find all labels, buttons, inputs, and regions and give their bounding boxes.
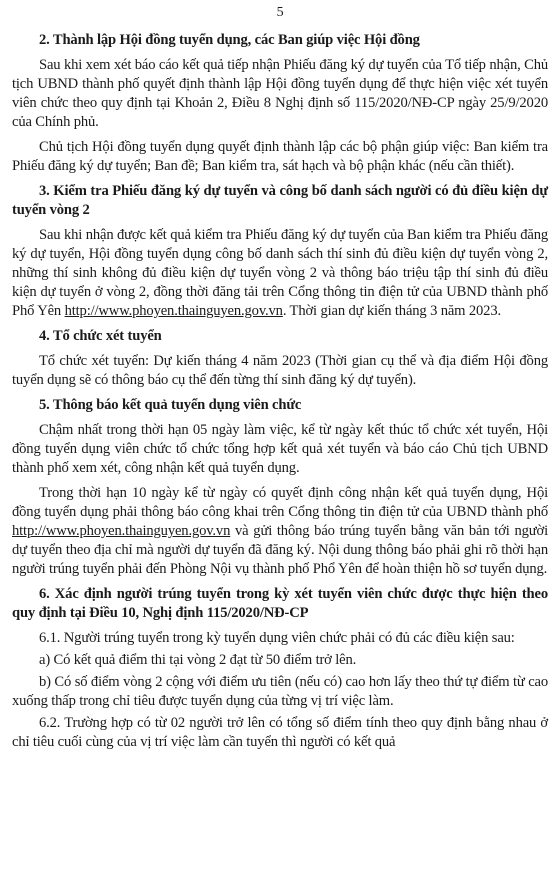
portal-link[interactable]: http://www.phoyen.thainguyen.gov.vn (12, 523, 231, 539)
section-5-heading: 5. Thông báo kết quả tuyển dụng viên chức (39, 397, 302, 413)
section-5-paragraph-1: Chậm nhất trong thời hạn 05 ngày làm việc, kể từ ngày kết thúc tổ chức xét tuyển, Hội đồng tuyển dụng viên chức tổ chức tổng hợp kết quả xét tuyển và báo cáo Chủ tịch UBND thành phố xem xét, công nhận kết quả tuyển dụng. (12, 422, 548, 476)
document-page (12, 0, 548, 758)
section-3-heading: 3. Kiểm tra Phiếu đăng ký dự tuyển và công bố danh sách người có đủ điều kiện dự tuyển vòng 2 (12, 183, 548, 218)
section-6-item-a: a) Có kết quả điểm thi tại vòng 2 đạt từ 50 điểm trở lên. (39, 652, 357, 668)
section-5-text-before-link: Trong thời hạn 10 ngày kể từ ngày có quyết định công nhận kết quả tuyển dụng, Hội đồng tuyển dụng phải thông báo công khai trên Cổng thông tin điện tử của UBND thành phố (12, 485, 548, 520)
section-3-text-after-link: . Thời gian dự kiến tháng 3 năm 2023. (282, 303, 501, 319)
section-6-paragraph-2: 6.2. Trường hợp có từ 02 người trở lên có tổng số điểm tính theo quy định bằng nhau ở chỉ tiêu cuối cùng của vị trí việc làm cần tuyển thì người có kết quả (12, 715, 548, 750)
page-number: 5 (276, 5, 284, 20)
section-3-text-before-link: Sau khi nhận được kết quả kiểm tra Phiếu đăng ký dự tuyển của Ban kiểm tra Phiếu đăng ký dự tuyển, Hội đồng tuyển dụng công bố danh sách thí sinh đủ điều kiện dự tuyển vòng 2, những thí sinh không đủ điều kiện dự tuyển vòng 2 và thông báo triệu tập thí sinh đủ điều kiện dự tuyển ở vòng 2, đồng thời đăng tải trên Cổng thông tin điện tử của UBND thành phố Phổ Yên (12, 227, 548, 319)
section-5-text-after-link: và gửi thông báo trúng tuyển bằng văn bản tới người dự tuyển theo địa chỉ mà người dự tuyển đã đăng ký. Nội dung thông báo phải ghi rõ thời hạn người trúng tuyển phải đến Phòng Nội vụ thành phố Phổ Yên để hoàn thiện hồ sơ tuyển dụng. (12, 523, 548, 577)
section-6-heading: 6. Xác định người trúng tuyển trong kỳ xét tuyển viên chức được thực hiện theo quy định tại Điều 10, Nghị định 115/2020/NĐ-CP (12, 586, 548, 621)
section-2-paragraph-1: Sau khi xem xét báo cáo kết quả tiếp nhận Phiếu đăng ký dự tuyển của Tổ tiếp nhận, Chủ tịch UBND thành phố quyết định thành lập Hội đồng tuyển dụng để thực hiện việc xét tuyển viên chức theo quy định tại Khoản 2, Điều 8 Nghị định số 115/2020/NĐ-CP ngày 25/9/2020 của Chính phủ. (12, 57, 548, 130)
section-3-paragraph-1 (12, 226, 548, 321)
portal-link[interactable]: http://www.phoyen.thainguyen.gov.vn (64, 303, 283, 319)
section-2-heading: 2. Thành lập Hội đồng tuyển dụng, các Ban giúp việc Hội đồng (39, 32, 420, 48)
section-6-item-b: b) Có số điểm vòng 2 cộng với điểm ưu tiên (nếu có) cao hơn lấy theo thứ tự điểm từ cao xuống thấp trong chỉ tiêu được tuyển dụng của từng vị trí việc làm. (12, 674, 548, 709)
section-4-paragraph-1: Tổ chức xét tuyển: Dự kiến tháng 4 năm 2023 (Thời gian cụ thể và địa điểm Hội đồng tuyển dụng sẽ có thông báo cụ thể đến từng thí sinh đăng ký dự tuyển). (12, 353, 548, 388)
section-6-paragraph-1: 6.1. Người trúng tuyển trong kỳ tuyển dụng viên chức phải có đủ các điều kiện sau: (39, 630, 515, 646)
section-5-paragraph-2 (12, 484, 548, 579)
section-2-paragraph-2: Chủ tịch Hội đồng tuyển dụng quyết định thành lập các bộ phận giúp việc: Ban kiểm tra Phiếu đăng ký dự tuyển; Ban đề; Ban kiểm tra, sát hạch và bộ phận khác (nếu cần thiết). (12, 139, 548, 174)
section-4-heading: 4. Tổ chức xét tuyển (39, 328, 162, 344)
